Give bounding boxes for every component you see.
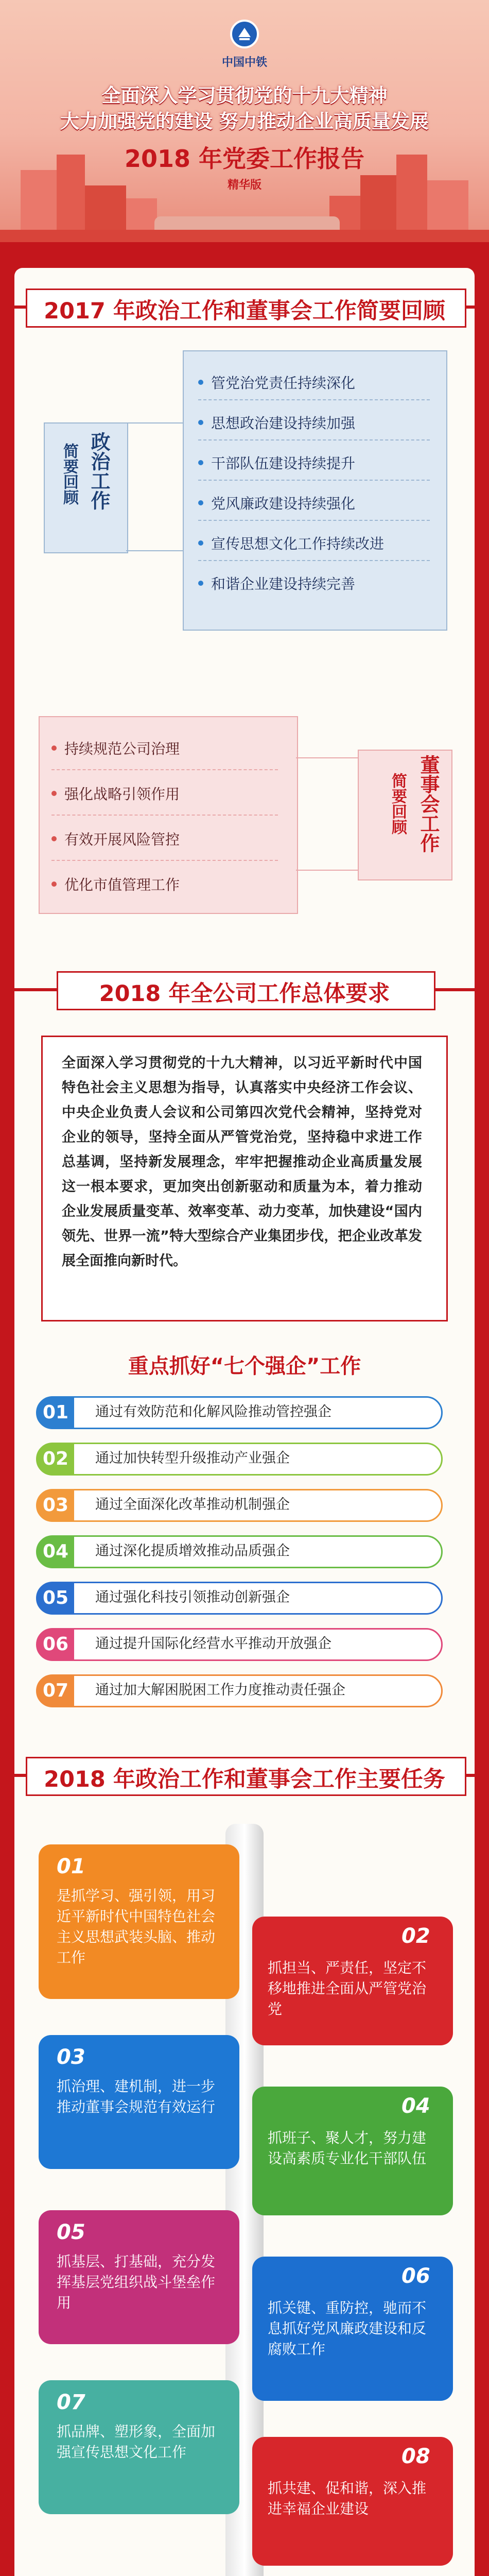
train-shape [154, 216, 340, 230]
review-title: 2017 年政治工作和董事会工作简要回顾 [44, 298, 445, 324]
board-item-4: 优化市值管理工作 [64, 876, 180, 893]
divider [198, 439, 430, 440]
task-num: 07 [57, 2391, 85, 2414]
party-item-2: 思想政治建设持续加强 [211, 415, 356, 432]
divider [198, 560, 430, 561]
requirements-body: 全面深入学习贯彻党的十九大精神，以习近平新时代中国特色社会主义思想为指导，认真落实中央经济工作会议、中央企业负责人会议和公司第四次党代会精神，坚持党对企业的领导，坚持全面从严管党治党，坚持稳中求进工作总基调，坚持新发展理念，牢牢把握推动企业高质量发展这一根本要求，更加突出创新驱动和质量为本，着力推动企业发展质量变革、效率变革、动力变革，加快建设“国内领先、世界一流”特大型综合产业集团步伐，把企业改革发展全面推向新时代。 [62, 1055, 422, 1269]
task-text: 抓品牌、塑形象，全面加强宣传思想文化工作 [57, 2423, 216, 2461]
seven-item-num: 02 [37, 1444, 74, 1475]
seven-item-text: 通过深化提质增效推动品质强企 [95, 1543, 290, 1559]
seven-item-num: 05 [37, 1583, 74, 1614]
bullet-icon [198, 380, 203, 385]
task-num: 01 [57, 1855, 85, 1878]
bullet-icon [51, 836, 57, 841]
party-review-label-box [44, 422, 128, 553]
task-text: 是抓学习、强引领，用习近平新时代中国特色社会主义思想武装头脑、推动工作 [57, 1887, 216, 1966]
party-review-label-sub: 简要回顾 [60, 443, 78, 505]
slogan-line-1: 全面深入学习贯彻党的十九大精神 [101, 84, 388, 107]
task-num: 08 [401, 2445, 430, 2468]
divider [198, 520, 430, 521]
seven-item-num: 07 [37, 1675, 74, 1706]
seven-item-num: 03 [37, 1490, 74, 1521]
task-num: 04 [401, 2094, 430, 2118]
seven-item-num: 04 [37, 1536, 74, 1567]
tasks-title: 2018 年政治工作和董事会工作主要任务 [44, 1767, 445, 1792]
bullet-icon [198, 540, 203, 546]
board-item-2: 强化战略引领作用 [64, 786, 180, 803]
connector-bracket [126, 422, 183, 551]
task-text: 抓治理、建机制，进一步推动董事会规范有效运行 [57, 2078, 216, 2115]
task-text: 抓共建、促和谐，深入推进幸福企业建设 [268, 2480, 427, 2517]
party-item-3: 干部队伍建设持续提升 [211, 455, 356, 472]
party-item-4: 党风廉政建设持续强化 [211, 495, 356, 512]
bullet-icon [51, 791, 57, 796]
ground-strip [0, 230, 489, 242]
bullet-icon [51, 745, 57, 751]
task-num: 05 [57, 2221, 85, 2244]
task-num: 06 [401, 2264, 430, 2288]
header-banner [0, 0, 489, 242]
board-item-1: 持续规范公司治理 [64, 740, 180, 757]
bullet-icon [198, 581, 203, 586]
divider [51, 815, 278, 816]
task-text: 抓班子、聚人才，努力建设高素质专业化干部队伍 [268, 2129, 427, 2167]
seven-item-num: 06 [37, 1629, 74, 1660]
china-railway-logo-icon [230, 20, 259, 48]
bullet-icon [198, 460, 203, 465]
seven-item-text: 通过有效防范和化解风险推动管控强企 [95, 1404, 331, 1420]
bullet-icon [51, 882, 57, 887]
task-text: 抓关键、重防控，驰而不息抓好党风廉政建设和反腐败工作 [268, 2299, 427, 2358]
party-item-1: 管党治党责任持续深化 [211, 375, 356, 392]
slogan-line-2: 大力加强党的建设 努力推动企业高质量发展 [60, 110, 429, 132]
party-item-5: 宣传思想文化工作持续改进 [211, 535, 385, 552]
seven-item-text: 通过加大解困脱困工作力度推动责任强企 [95, 1682, 345, 1698]
seven-item-text: 通过提升国际化经营水平推动开放强企 [95, 1636, 331, 1652]
board-item-3: 有效开展风险管控 [64, 831, 180, 848]
seven-item-text: 通过强化科技引领推动创新强企 [95, 1589, 290, 1605]
seven-item-num: 01 [37, 1397, 74, 1428]
bullet-icon [198, 420, 203, 425]
divider [198, 480, 430, 481]
party-review-label: 政治工作 [88, 432, 110, 510]
task-text: 抓担当、严责任，坚定不移地推进全面从严管党治党 [268, 1959, 427, 2018]
requirements-title: 2018 年全公司工作总体要求 [99, 981, 390, 1007]
seven-title: 重点抓好“七个强企”工作 [128, 1354, 361, 1378]
seven-item-text: 通过全面深化改革推动机制强企 [95, 1497, 290, 1513]
divider [51, 769, 278, 770]
seven-item-text: 通过加快转型升级推动产业强企 [95, 1450, 290, 1466]
task-text: 抓基层、打基础，充分发挥基层党组织战斗堡垒作用 [57, 2253, 216, 2311]
task-num: 02 [401, 1924, 430, 1948]
board-review-label: 董事会工作 [417, 755, 440, 853]
report-subtitle: 精华版 [227, 179, 261, 192]
connector-bracket [296, 757, 358, 871]
bullet-icon [198, 500, 203, 505]
party-item-6: 和谐企业建设持续完善 [211, 575, 356, 592]
divider [198, 399, 430, 400]
task-num: 03 [57, 2045, 85, 2069]
board-review-label-sub: 简要回顾 [389, 773, 407, 835]
report-title: 2018 年党委工作报告 [124, 145, 365, 173]
divider [51, 860, 278, 861]
logo-name: 中国中铁 [221, 56, 267, 69]
